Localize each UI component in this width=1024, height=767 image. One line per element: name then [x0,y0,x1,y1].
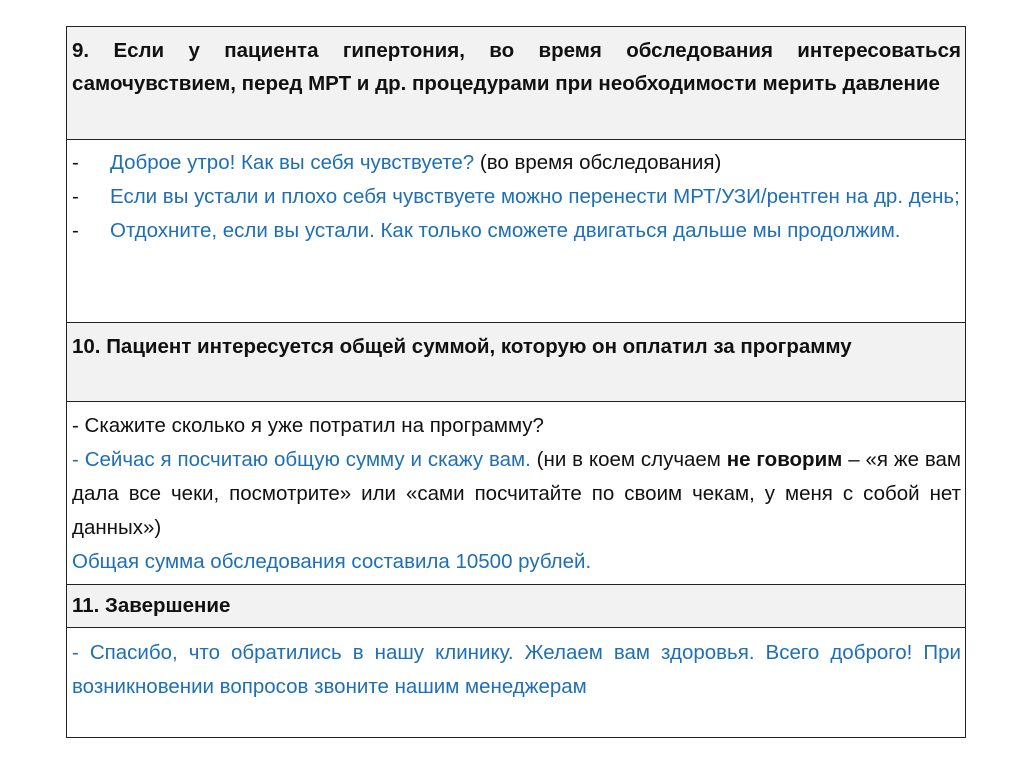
phrase-count-sum: - Сейчас я посчитаю общую сумму и скажу вам. [72,448,531,471]
note-during-exam: (во время обследования) [474,151,722,174]
section-10-body [67,402,965,585]
patient-question: - Скажите сколько я уже потратил на программу? [72,414,544,437]
phrase-farewell: - Спасибо, что обратились в нашу клинику. Желаем вам здоровья. Всего доброго! При возникновении вопросов звоните нашим менеджерам [72,641,961,698]
dash-marker: - [72,219,79,242]
phrase-greeting: Доброе утро! Как вы себя чувствуете? [110,151,475,174]
dash-marker: - [72,185,79,208]
section-11-body [67,628,965,737]
section-9-title: 9. Если у пациента гипертония, во время обследования интересоваться самочувствием, перед МРТ и др. процедурами при необходимости мерить давление [72,39,961,95]
script-table [66,26,966,738]
list-item [72,214,961,248]
list-item [72,146,961,180]
section-9-list [72,146,961,248]
section-9-body [67,140,965,323]
section-11-title: 11. Завершение [72,594,231,617]
phrase-reschedule: Если вы устали и плохо себя чувствуете можно перенести МРТ/УЗИ/рентген на др. день; [110,185,960,208]
list-item [72,180,961,214]
dash-marker: - [72,151,79,174]
phrase-rest: Отдохните, если вы устали. Как только сможете двигаться дальше мы продолжим. [110,219,901,242]
section-10-header [67,323,965,402]
phrase-total-sum: Общая сумма обследования составила 10500 рублей. [72,550,592,573]
note-suffix: – «я же вам дала все чеки, посмотрите» или «сами посчитайте по своим чекам, у меня с собой нет данных») [72,448,961,539]
section-9-header [67,27,965,140]
section-10-title: 10. Пациент интересуется общей суммой, которую он оплатил за программу [72,335,852,358]
note-prefix: (ни в коем случаем [530,448,727,471]
note-emphasis: не говорим [726,448,843,471]
staff-answer [72,443,961,545]
section-11-header [67,585,965,628]
